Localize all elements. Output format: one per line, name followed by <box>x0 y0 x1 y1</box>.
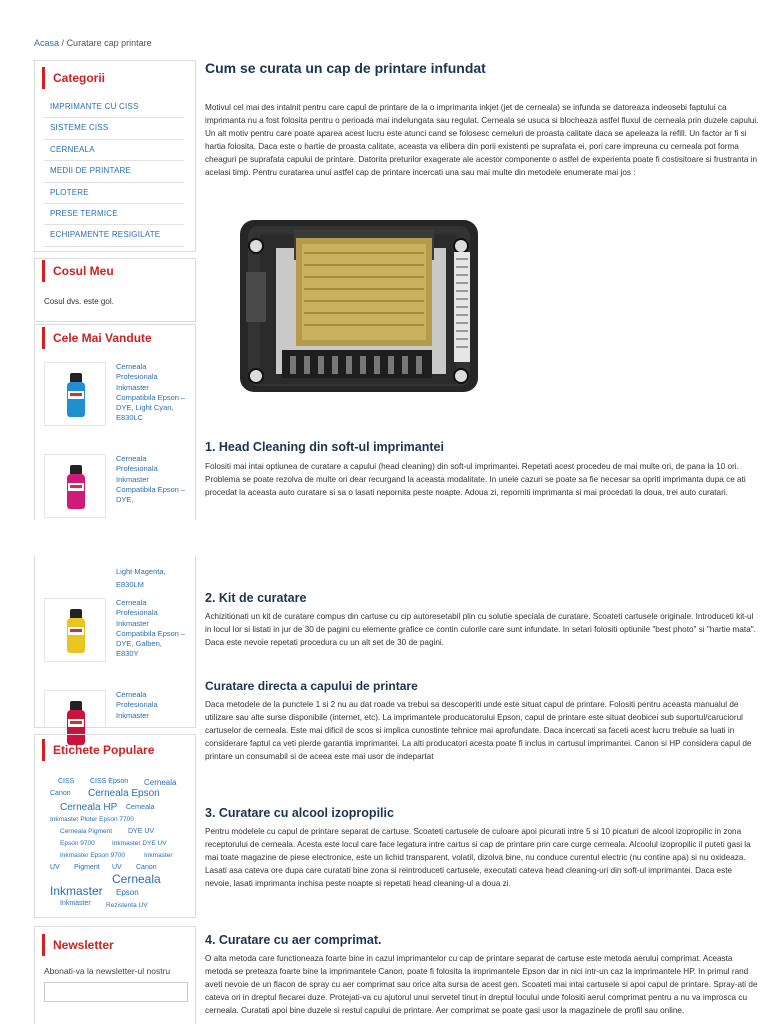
page-lower-panel <box>0 556 768 1024</box>
tag-link[interactable]: CISS Epson <box>90 778 129 785</box>
category-item-medii-printare[interactable]: MEDII DE PRINTARE <box>44 161 184 182</box>
categories-title: Categorii <box>53 71 106 85</box>
heading-accent-bar <box>42 67 45 89</box>
bestsellers-heading <box>42 327 152 349</box>
tag-link[interactable]: Pigment <box>74 864 100 871</box>
tag-link[interactable]: Inkmaster <box>50 884 103 898</box>
tag-link[interactable]: Inkmaster Ploter Epson 7700 <box>50 816 134 823</box>
breadcrumb-current: Curatare cap printare <box>66 38 152 48</box>
tag-link[interactable]: Inkmaster <box>60 900 91 907</box>
breadcrumb <box>34 38 152 48</box>
bestsellers-title: Cele Mai Vandute <box>53 331 152 345</box>
product-link[interactable]: Cerneala Profesionala Inkmaster Compatibila Epson – DYE, Galben, E830Y <box>116 598 186 659</box>
category-item-cerneala[interactable]: CERNEALA <box>44 140 184 161</box>
tag-link[interactable]: Cerneala HP <box>60 802 118 813</box>
section-text: Daca metodele de la punctele 1 si 2 nu au dat roade va trebui sa descoperiti unde este situat capul de printare. Folositi pentru aceasta manualul de utilizare sau alte surse disponibile (internet, etc). La imprimantele producatorului Epson, capul de printare este situat deobicei sub suportul/caruciorul cartuselor de cerneala. Este mai dificil de scos si implica cunostinte tehnice mai aprofundate. Daca incercati sa faceti acest lucru trebuie sa luati in considerare faptul ca veti pierde garantia imprimantei. La alti producatori acesta poate fi inclus in cartusul imprimantei. Canon si HP considera capul de printare un consumabil si de aceea este mai usor de indepartat <box>205 700 752 761</box>
product-link-text: Light Magenta, E830LM <box>116 567 166 589</box>
article-intro: Motivul cel mai des intalnit pentru care capul de printare de la o imprimanta inkjet (jet de cerneala) se infunda se datoreaza indeosebi faptului ca imprimanta nu a fost folosita pentru o perioada mai indelungata sau regulat. Cerneala se usuca si blocheaza astfel fluxul de cerneala prin duzele capului. Un alt motiv pentru care poate aparea acest lucru este atunci cand se folosesc cerneluri de proasta calitate daca se apeleaza la refill. Un factor ar fi si hartia folosita. Daca este o hartie de proasta calitate, aceasta va elibera din porii existenti pe suprafata ei, pori care impreuna cu cerneala pot forma cheaguri pe suprafata capului de printare. Datorita preturilor exagerate ale acestor componente o astfel de experienta poate fi costisitoare si frustranta in acelasi timp. Pentru curatarea unui astfel cap de printare incercati una sau mai multe din metodele enumerate mai jos : <box>205 103 759 177</box>
category-item-sisteme-ciss[interactable]: SISTEME CISS <box>44 118 184 139</box>
product-thumbnail[interactable] <box>44 454 106 518</box>
ink-bottle-icon <box>67 609 85 653</box>
ink-bottle-icon <box>67 373 85 417</box>
heading-accent-bar <box>42 327 45 349</box>
tag-link[interactable]: Cerneala Epson <box>88 788 160 799</box>
tag-link[interactable]: Epson 9700 <box>60 840 95 847</box>
heading-accent-bar <box>42 934 45 956</box>
heading-accent-bar <box>42 739 45 761</box>
section-text: Pentru modelele cu capul de printare separat de cartuse. Scoateti cartusele de culoare apoi picurati intre 5 si 10 picaturi de alcool izopropilic in zona receptorului de cerneala. Acesta este locul care face legatura intre cartus si cap de printare prin care curge cerneala. Alcoolul izopropilic il puteti gasi la mai toate magazine de piese electronice, este un lichid transparent, volatil, dizolva bine, nu conduce curentul electric (nu contine apa) si nu oxideaza. Lasati asa cateva ore dupa care curatati bine zona si reintroduceti cartusele, executati cateva head cleaning-uri din soft-ul imprimantei. Daca este nevoie, lasati imprimanta inchisa peste noapte si repetati head cleaning-ul a doua zi. <box>205 827 751 888</box>
tag-link[interactable]: Canon <box>50 790 71 797</box>
product-link[interactable]: Cerneala Profesionala Inkmaster Compatibila Epson – DYE, Light Cyan, E830LC <box>116 362 186 423</box>
category-item-plotere[interactable]: PLOTERE <box>44 183 184 204</box>
tag-link[interactable]: CISS <box>58 778 75 785</box>
category-item-echipamente-resigilate[interactable]: ECHIPAMENTE RESIGILATE <box>44 225 184 246</box>
product-thumbnail[interactable] <box>44 362 106 426</box>
section-heading: Curatare directa a capului de printare <box>205 679 418 693</box>
section-heading: 4. Curatare cu aer comprimat. <box>205 933 382 947</box>
heading-accent-bar <box>42 260 45 282</box>
cart-empty-text: Cosul dvs. este gol. <box>44 297 114 306</box>
breadcrumb-home-link[interactable]: Acasa <box>34 38 60 48</box>
tag-link[interactable]: DYE UV <box>128 828 155 835</box>
product-link[interactable] <box>44 566 194 591</box>
section-heading: 3. Curatare cu alcool izopropilic <box>205 806 394 820</box>
tag-link[interactable]: UV <box>112 864 122 871</box>
section-text: O alta metoda care functioneaza foarte bine in cazul imprimantelor cu cap de printare separat de cartuse este metoda aerului comprimat. Aceasta metoda se preteaza foarte bine la imprimantele Canon, poate fi folosita la imprimantele Epson dar in nici intr-un caz la imprimantele HP. In primul rand aveti nevoie de un flacon de spray cu aer comprimat sau orice alta sursa de acest gen. Scoateti mai intai cartusele si apoi capul de printare. Spray-ati de cateva ori in dreptul fiecarei duze. Protejati-va cu ajutorul unui servetel tinut in dreptul locului unde folositi aerul comprimat pentru a nu va improsca cu cerneala. Curatati apoi bine duzele si restul capului de printare. Aer comprimat se poate gasi usor la magazinele de profil sau online. <box>205 954 758 1015</box>
tag-link[interactable]: Rezistenta UV <box>106 902 148 909</box>
tag-link[interactable]: UV <box>50 864 60 871</box>
categories-list <box>44 97 184 247</box>
scroll-gap <box>0 520 768 556</box>
article-title: Cum se curata un cap de printare infundat <box>205 60 486 76</box>
section-heading: 1. Head Cleaning din soft-ul imprimantei <box>205 440 444 454</box>
categories-heading <box>42 67 105 89</box>
section-text: Folositi mai intai optiunea de curatare a capului (head cleaning) din soft-ul imprimantei. Repetati acest procedeu de mai multe ori, de pana la 10 ori. Problema se poate rezolva de multe ori dear recurgand la aceasta modalitate. In unele cazuri se poate sa fie necesar sa opriti imprimanta dupa ce ati procedat la aceasta auto curatare si sa o lasati nepornita peste noapte. Adoua zi, reporniti imprimanta si mai procedati la doua, trei auto curatari. <box>205 462 746 497</box>
category-item-prese-termice[interactable]: PRESE TERMICE <box>44 204 184 225</box>
tag-link[interactable]: Cerneala Pigment <box>60 828 113 835</box>
cart-heading <box>42 260 114 282</box>
category-item-imprimante[interactable]: IMPRIMANTE CU CISS <box>44 97 184 118</box>
product-thumbnail[interactable] <box>44 598 106 662</box>
newsletter-text: Abonati-va la newsletter-ul nostru <box>44 966 171 976</box>
breadcrumb-separator: / <box>61 38 65 48</box>
tag-link[interactable]: Inkmaster DYE UV <box>112 840 167 847</box>
product-link[interactable]: Cerneala Profesionala Inkmaster Compatibila Epson – DYE, <box>116 454 186 505</box>
product-thumbnail[interactable] <box>44 690 106 727</box>
section-heading: 2. Kit de curatare <box>205 591 307 605</box>
print-head-image <box>236 212 482 408</box>
tags-heading <box>42 739 154 761</box>
cart-title: Cosul Meu <box>53 264 114 278</box>
section-text: Achizitionati un kit de curatare compus din cartuse cu cip autoresetabil plin cu solutie speciala de curatare. Scoateti cartusele originale. Introduceti kit-ul in locul lor si listati in jur de 30 de pagini cu elemente grafice ce contin culorile care sunt infundate. In setari folositi optiunile "best photo" si "hartie mata". Daca este nevoie repetati procedura cu un alt set de 30 de pagini. <box>205 612 756 647</box>
newsletter-heading <box>42 934 114 956</box>
tag-link[interactable]: Cerneala <box>126 804 155 811</box>
tag-link[interactable]: Inkmaster <box>144 852 173 859</box>
tag-link[interactable]: Inkmaster Epson 9700 <box>60 852 126 859</box>
tag-link[interactable]: Cerneala <box>144 778 177 787</box>
tag-link[interactable]: Canon <box>136 864 157 871</box>
newsletter-title: Newsletter <box>53 938 114 952</box>
tags-title: Etichete Populare <box>53 743 155 757</box>
tag-link[interactable]: Cerneala <box>112 872 161 886</box>
newsletter-email-input[interactable] <box>44 982 188 1002</box>
product-link[interactable]: Cerneala Profesionala Inkmaster <box>116 690 158 720</box>
ink-bottle-icon <box>67 465 85 509</box>
tag-link[interactable]: Epson <box>116 888 139 897</box>
